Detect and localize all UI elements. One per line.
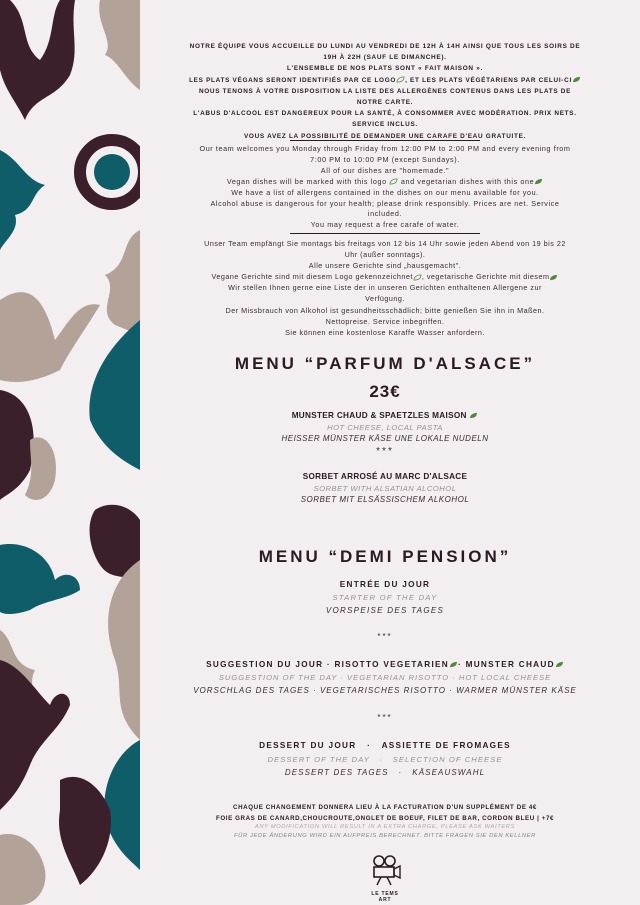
footer-german-note: FÜR JEDE ÄNDERUNG WIRD EIN AUFPREIS BERECHNET. BITTE FRAGEN SIE DEN KELLNER xyxy=(234,833,536,839)
english-line-1: Our team welcomes you Monday through Friday from 12:00 PM to 2:00 PM and every evening from xyxy=(199,144,571,153)
dessert-german: DESSERT DES TAGES · KÄSEAUSWAHL xyxy=(284,768,486,777)
german-line-3: Alle unsere Gerichte sind „hausgemacht". xyxy=(308,261,462,271)
restaurant-logo xyxy=(365,852,405,903)
vegetarian-leaf-icon xyxy=(572,76,581,83)
footer-supplement-line: CHAQUE CHANGEMENT DONNERA LIEU À LA FACTURATION D'UN SUPPLÉMENT DE 4€ xyxy=(233,804,537,811)
english-line-6: Alcohol abuse is dangerous for your health; please drink responsibly. Prices are net. Service xyxy=(210,198,560,208)
separator-stars: *** xyxy=(377,713,393,722)
german-line-2: Uhr (außer sonntags). xyxy=(344,250,426,260)
french-line-1: NOTRE ÉQUIPE VOUS ACCUEILLE DU LUNDI AU VENDREDI DE 12H À 14H AINSI QUE TOUS LES SOIRS DE xyxy=(189,43,581,50)
english-line-3: All of our dishes are "homemade." xyxy=(320,165,450,175)
vegan-leaf-icon xyxy=(396,76,405,83)
suggestion-english: SUGGESTION OF THE DAY · VEGETARIAN RISOTTO · HOT LOCAL CHEESE xyxy=(218,673,552,682)
german-info-block xyxy=(150,238,620,338)
english-line-5: We have a list of allergens contained in the dishes on our menu available for you. xyxy=(231,187,539,197)
french-line-9: VOUS AVEZ LA POSSIBILITÉ DE DEMANDER UNE CARAFE D'EAU GRATUITE. xyxy=(243,132,527,140)
logo-text: LE TEMS ART xyxy=(371,891,399,903)
footer-extra-items-line: FOIE GRAS DE CANARD,CHOUCROUTE,ONGLET DE BOEUF, FILET DE BAR, CORDON BLEU | +7€ xyxy=(215,815,555,822)
dish-munster-german: HEISSER MÜNSTER KÄSE UNE LOKALE NUDELN xyxy=(281,434,489,443)
french-info-block xyxy=(150,41,620,142)
german-line-6: Verfügung. xyxy=(365,294,405,304)
entree-english: STARTER OF THE DAY xyxy=(332,593,438,602)
dish-sorbet-english: SORBET WITH ALSATIAN ALCOHOL xyxy=(313,484,457,493)
vegan-leaf-icon xyxy=(413,274,422,281)
french-line-6: NOTRE CARTE. xyxy=(356,99,414,107)
french-vegan-text: LES PLATS VÉGANS SERONT IDENTIFIÉS PAR CE LOGO xyxy=(189,76,397,84)
vegetarian-leaf-icon xyxy=(549,274,558,281)
suggestion-label-a: SUGGESTION DU JOUR · RISOTTO VEGETARIEN xyxy=(206,660,449,669)
german-line-1: Unser Team empfängt Sie montags bis freitags von 12 bis 14 Uhr sowie jeden Abend von 19 bis 22 xyxy=(204,239,566,248)
german-line-5: Wir stellen Ihnen gerne eine Liste der in unseren Gerichten enthaltenen Allergene zur xyxy=(228,283,542,293)
divider xyxy=(290,233,480,234)
english-line-4 xyxy=(150,177,620,188)
menu-demi-pension-title: MENU “DEMI PENSION” xyxy=(258,547,512,566)
english-info-block xyxy=(150,144,620,231)
suggestion-name xyxy=(150,660,620,669)
vegetarian-leaf-icon xyxy=(469,412,478,419)
french-line-5: NOUS TENONS À VOTRE DISPOSITION LA LISTE DES ALLERGÈNES CONTENUS DANS LES PLATS DE xyxy=(198,87,572,95)
dish-munster-name xyxy=(150,411,620,420)
vegetarian-leaf-icon xyxy=(555,661,564,668)
german-vegan-text: Vegane Gerichte sind mit diesem Logo gekennzeichnet xyxy=(211,272,413,282)
german-line-9: Sie können eine kostenlose Karaffe Wasser anfordern. xyxy=(285,327,485,337)
separator-stars: *** xyxy=(377,632,393,641)
french-line-4 xyxy=(150,75,620,86)
english-line-7: included. xyxy=(367,209,403,219)
divider xyxy=(290,140,480,141)
suggestion-german: VORSCHLAG DES TAGES · VEGETARISCHES RISOTTO · WARMER MÜNSTER KÄSE xyxy=(193,686,577,695)
menu-content xyxy=(150,0,620,905)
english-line-8: You may request a free carafe of water. xyxy=(310,220,460,230)
vegetarian-leaf-icon xyxy=(534,178,543,185)
german-line-7: Der Missbrauch von Alkohol ist gesundheitsschädlich; bitte genießen Sie ihn in Maßen. xyxy=(225,305,545,315)
decorative-botanical-art xyxy=(0,0,140,905)
entree-german: VORSPEISE DES TAGES xyxy=(325,606,445,615)
french-line-8: SERVICE INCLUS. xyxy=(352,121,418,129)
german-vegetarian-text: , vegetarische Gerichte mit diesem xyxy=(421,272,550,282)
french-line-2: 19H À 22H (SAUF LE DIMANCHE). xyxy=(323,54,447,62)
footer-english-note: ANY MODIFICATION WILL RESULT IN A EXTRA CHARGE, PLEASE ASK WAITERS xyxy=(254,824,516,830)
botanical-shapes-icon xyxy=(0,0,140,905)
dish-munster-label: MUNSTER CHAUD & SPAETZLES MAISON xyxy=(291,411,467,420)
english-vegan-text: Vegan dishes will be marked with this logo xyxy=(226,176,387,186)
german-line-4 xyxy=(150,271,620,282)
entree-name: ENTRÉE DU JOUR xyxy=(339,580,431,589)
dessert-english: DESSERT OF THE DAY · SELECTION OF CHEESE xyxy=(267,755,503,764)
dish-sorbet-german: SORBET MIT ELSÄSSISCHEM ALKOHOL xyxy=(300,495,470,504)
menu-price: 23€ xyxy=(369,382,401,401)
french-line-3: L'ENSEMBLE DE NOS PLATS SONT « FAIT MAISON ». xyxy=(287,65,483,73)
english-line-2: 7:00 PM to 10:00 PM (except Sundays). xyxy=(310,154,460,164)
separator-stars: *** xyxy=(376,446,394,457)
dish-sorbet-name: SORBET ARROSÉ AU MARC D'ALSACE xyxy=(302,472,468,481)
french-vegetarian-text: , ET LES PLATS VÉGÉTARIENS PAR CELUI-CI xyxy=(405,76,572,84)
french-line-7: L'ABUS D'ALCOOL EST DANGEREUX POUR LA SANTÉ, À CONSOMMER AVEC MODÉRATION. PRIX NETS. xyxy=(193,110,577,118)
english-vegetarian-text: and vegetarian dishes with this one xyxy=(400,176,535,186)
dessert-name: DESSERT DU JOUR · ASSIETTE DE FROMAGES xyxy=(259,741,511,750)
film-camera-logo-icon xyxy=(365,852,405,886)
menu-parfum-title: MENU “PARFUM D'ALSACE” xyxy=(234,354,536,373)
vegan-leaf-icon xyxy=(389,178,398,185)
dish-munster-english: HOT CHEESE, LOCAL PASTA xyxy=(327,423,443,432)
vegan-leaf-icon xyxy=(449,661,458,668)
suggestion-label-b: · MUNSTER CHAUD xyxy=(458,660,555,669)
german-line-8: Nettopreise. Service inbegriffen. xyxy=(325,316,445,326)
